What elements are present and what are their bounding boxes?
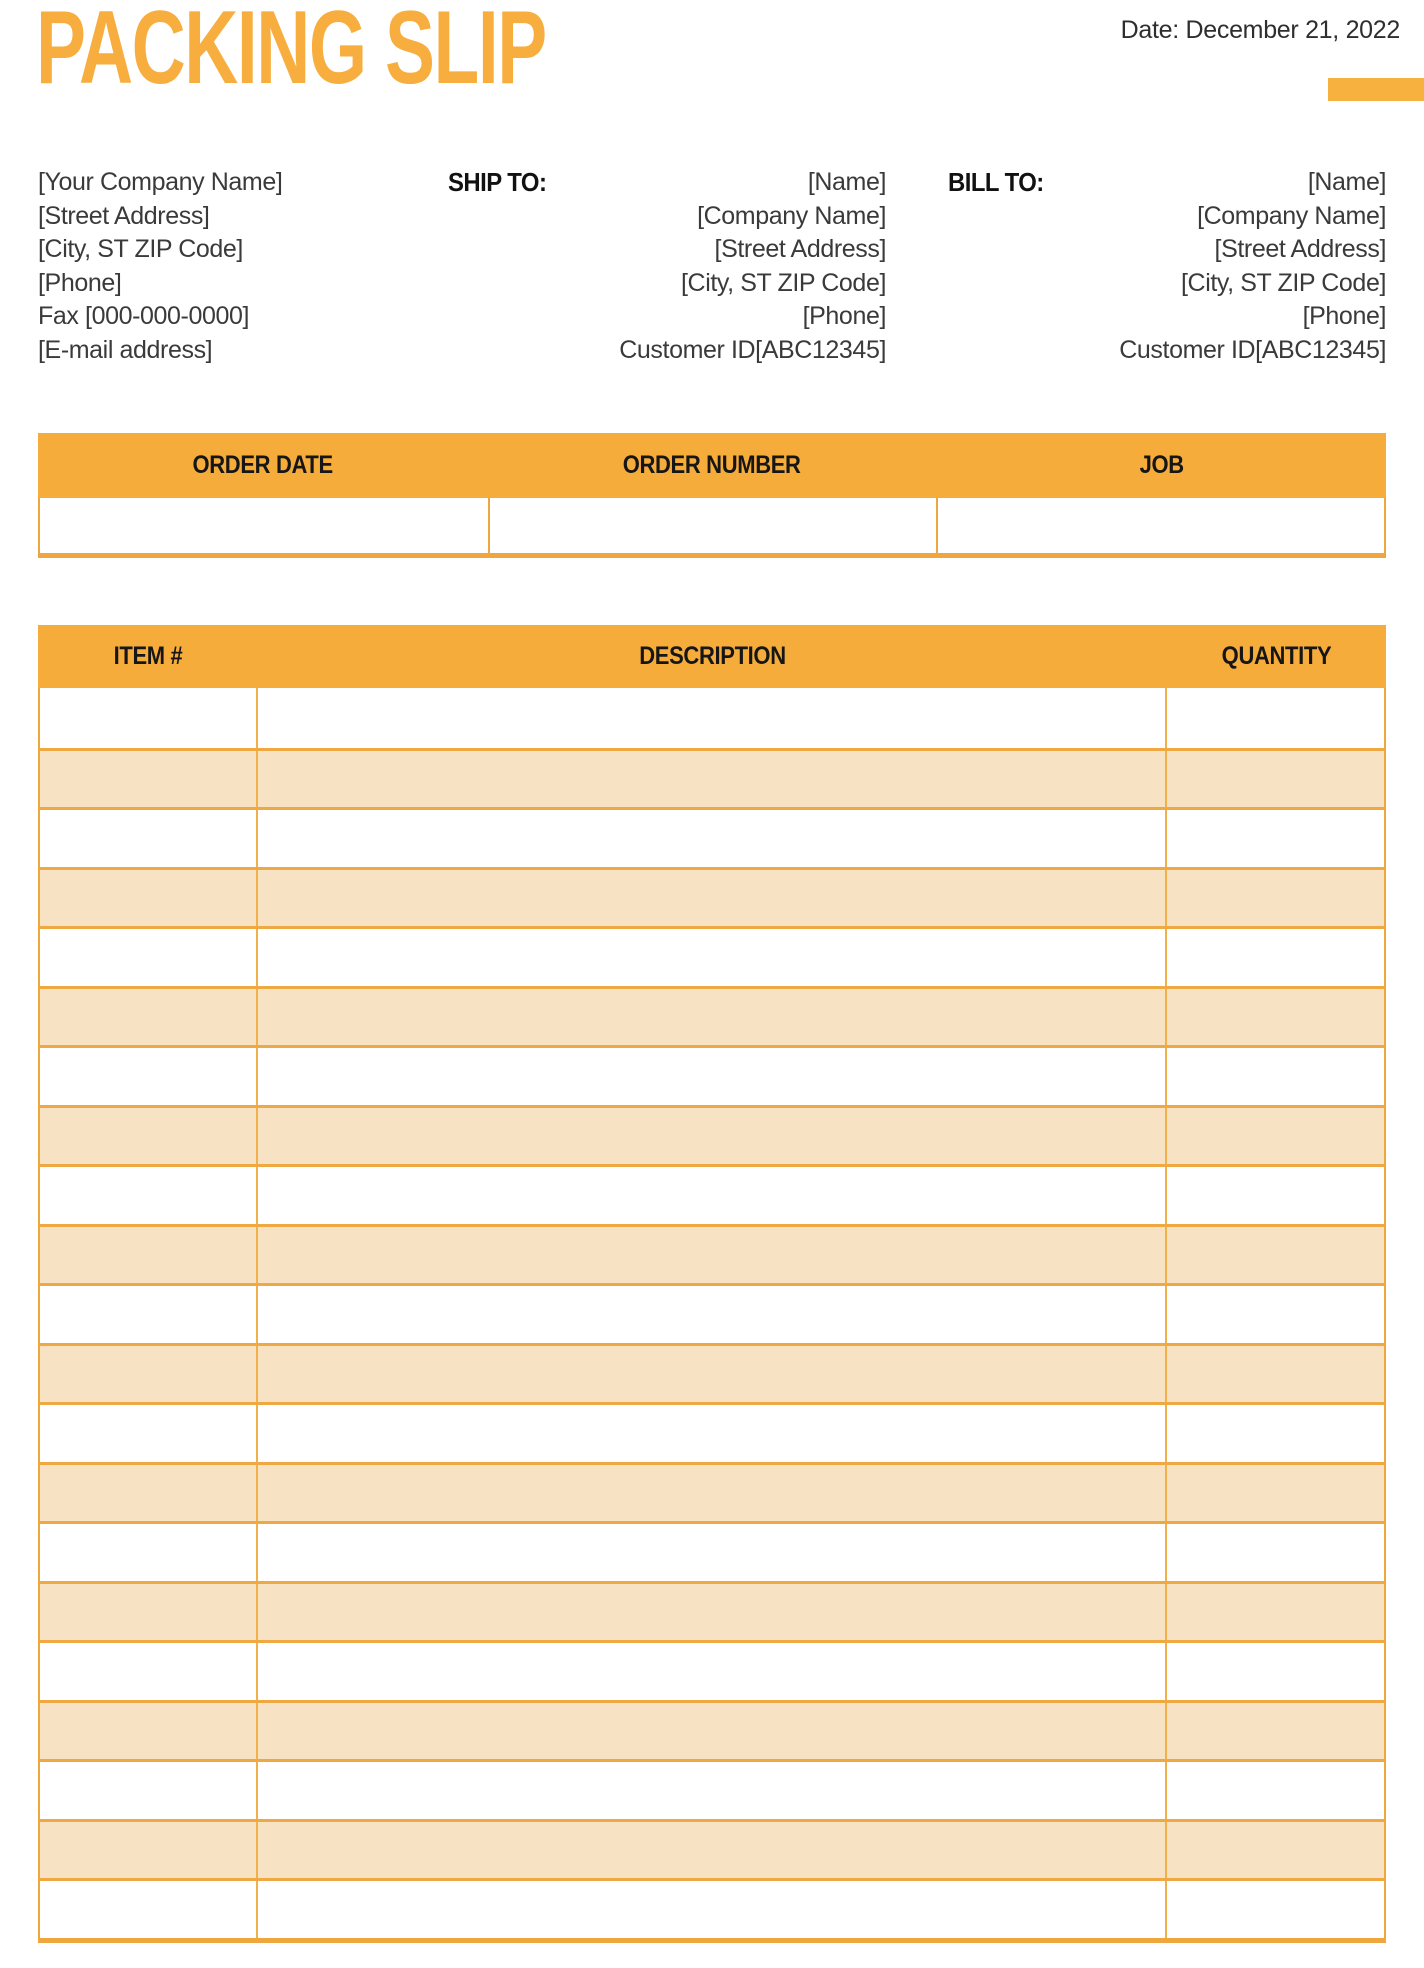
description-cell[interactable] bbox=[258, 1286, 1167, 1343]
table-row bbox=[40, 1759, 1384, 1819]
quantity-cell[interactable] bbox=[1167, 751, 1384, 808]
table-row bbox=[40, 1164, 1384, 1224]
quantity-cell[interactable] bbox=[1167, 1881, 1384, 1938]
bill-to-label: BILL TO: bbox=[948, 167, 1044, 197]
page-title: PACKING SLIP bbox=[36, 0, 546, 106]
description-cell[interactable] bbox=[258, 1048, 1167, 1105]
description-cell[interactable] bbox=[258, 1346, 1167, 1403]
item-number-cell[interactable] bbox=[40, 1227, 258, 1284]
table-row bbox=[40, 867, 1384, 927]
item-number-cell[interactable] bbox=[40, 1822, 258, 1879]
table-row bbox=[40, 1343, 1384, 1403]
job-cell[interactable] bbox=[936, 498, 1384, 553]
quantity-cell[interactable] bbox=[1167, 1405, 1384, 1462]
items-table-body bbox=[38, 688, 1386, 1943]
item-number-cell[interactable] bbox=[40, 1048, 258, 1105]
description-cell[interactable] bbox=[258, 1703, 1167, 1760]
table-row bbox=[40, 1462, 1384, 1522]
company-city-placeholder[interactable]: [City, ST ZIP Code] bbox=[38, 235, 243, 263]
table-row bbox=[40, 1283, 1384, 1343]
quantity-cell[interactable] bbox=[1167, 688, 1384, 748]
table-row bbox=[40, 1581, 1384, 1641]
item-number-cell[interactable] bbox=[40, 1643, 258, 1700]
item-number-cell[interactable] bbox=[40, 751, 258, 808]
bill-name-placeholder[interactable]: [Name] bbox=[1307, 168, 1386, 196]
address-section bbox=[0, 166, 1424, 371]
description-cell[interactable] bbox=[258, 1762, 1167, 1819]
description-cell[interactable] bbox=[258, 810, 1167, 867]
items-table-header-row bbox=[38, 625, 1386, 688]
item-number-cell[interactable] bbox=[40, 810, 258, 867]
company-info-block bbox=[38, 166, 378, 367]
ship-street-placeholder[interactable]: [Street Address] bbox=[714, 235, 886, 263]
bill-city-placeholder[interactable]: [City, ST ZIP Code] bbox=[1181, 268, 1386, 297]
table-row bbox=[40, 1700, 1384, 1760]
item-number-cell[interactable] bbox=[40, 1762, 258, 1819]
order-date-header: ORDER DATE bbox=[192, 451, 333, 479]
description-header: DESCRIPTION bbox=[639, 642, 786, 670]
quantity-cell[interactable] bbox=[1167, 1465, 1384, 1522]
table-row bbox=[40, 1640, 1384, 1700]
description-cell[interactable] bbox=[258, 1584, 1167, 1641]
company-phone-placeholder[interactable]: [Phone] bbox=[38, 268, 122, 297]
quantity-cell[interactable] bbox=[1167, 1048, 1384, 1105]
order-info-table bbox=[38, 433, 1386, 558]
quantity-cell[interactable] bbox=[1167, 1227, 1384, 1284]
description-cell[interactable] bbox=[258, 1167, 1167, 1224]
table-row bbox=[40, 926, 1384, 986]
quantity-cell[interactable] bbox=[1167, 1703, 1384, 1760]
quantity-cell[interactable] bbox=[1167, 1167, 1384, 1224]
table-row bbox=[40, 986, 1384, 1046]
item-number-cell[interactable] bbox=[40, 1167, 258, 1224]
ship-name-placeholder[interactable]: [Name] bbox=[807, 168, 886, 196]
table-row bbox=[40, 1402, 1384, 1462]
item-number-cell[interactable] bbox=[40, 1881, 258, 1938]
item-number-cell[interactable] bbox=[40, 1108, 258, 1165]
job-header: JOB bbox=[1139, 451, 1184, 479]
ship-to-label: SHIP TO: bbox=[448, 167, 547, 197]
ship-customer-id-placeholder[interactable]: Customer ID[ABC12345] bbox=[619, 335, 886, 364]
order-number-header: ORDER NUMBER bbox=[623, 451, 801, 479]
ship-phone-placeholder[interactable]: [Phone] bbox=[802, 302, 886, 330]
table-row bbox=[40, 688, 1384, 748]
item-number-cell[interactable] bbox=[40, 870, 258, 927]
quantity-cell[interactable] bbox=[1167, 1524, 1384, 1581]
bill-phone-placeholder[interactable]: [Phone] bbox=[1302, 302, 1386, 330]
item-number-cell[interactable] bbox=[40, 1286, 258, 1343]
description-cell[interactable] bbox=[258, 1405, 1167, 1462]
bill-company-placeholder[interactable]: [Company Name] bbox=[1197, 201, 1386, 230]
table-row bbox=[40, 807, 1384, 867]
description-cell[interactable] bbox=[258, 1465, 1167, 1522]
description-cell[interactable] bbox=[258, 1524, 1167, 1581]
item-number-cell[interactable] bbox=[40, 929, 258, 986]
order-number-cell[interactable] bbox=[488, 498, 936, 553]
table-row bbox=[40, 1224, 1384, 1284]
quantity-cell[interactable] bbox=[1167, 1762, 1384, 1819]
company-fax-placeholder[interactable]: Fax [000-000-0000] bbox=[38, 302, 250, 330]
order-table-header-row bbox=[38, 433, 1386, 498]
document-date: Date: December 21, 2022 bbox=[1120, 16, 1400, 44]
table-row bbox=[40, 1045, 1384, 1105]
quantity-cell[interactable] bbox=[1167, 1108, 1384, 1165]
bill-customer-id-placeholder[interactable]: Customer ID[ABC12345] bbox=[1119, 335, 1386, 364]
bill-street-placeholder[interactable]: [Street Address] bbox=[1214, 235, 1386, 263]
item-number-header: ITEM # bbox=[113, 642, 183, 670]
item-number-cell[interactable] bbox=[40, 1524, 258, 1581]
item-number-cell[interactable] bbox=[40, 1346, 258, 1403]
table-row bbox=[40, 1105, 1384, 1165]
description-cell[interactable] bbox=[258, 989, 1167, 1046]
quantity-cell[interactable] bbox=[1167, 1346, 1384, 1403]
quantity-cell[interactable] bbox=[1167, 1822, 1384, 1879]
line-items-table bbox=[38, 625, 1386, 1943]
item-number-cell[interactable] bbox=[40, 1703, 258, 1760]
quantity-header: QUANTITY bbox=[1221, 642, 1332, 670]
quantity-cell[interactable] bbox=[1167, 989, 1384, 1046]
company-street-placeholder[interactable]: [Street Address] bbox=[38, 201, 210, 230]
company-name-placeholder[interactable]: [Your Company Name] bbox=[38, 168, 283, 196]
item-number-cell[interactable] bbox=[40, 1584, 258, 1641]
quantity-cell[interactable] bbox=[1167, 929, 1384, 986]
description-cell[interactable] bbox=[258, 688, 1167, 748]
table-row bbox=[40, 1878, 1384, 1938]
description-cell[interactable] bbox=[258, 1881, 1167, 1938]
quantity-cell[interactable] bbox=[1167, 1286, 1384, 1343]
description-cell[interactable] bbox=[258, 1108, 1167, 1165]
company-email-placeholder[interactable]: [E-mail address] bbox=[38, 335, 213, 364]
quantity-cell[interactable] bbox=[1167, 810, 1384, 867]
order-date-cell[interactable] bbox=[40, 498, 488, 553]
quantity-cell[interactable] bbox=[1167, 1643, 1384, 1700]
ship-to-block bbox=[448, 166, 886, 367]
order-table-body-row bbox=[38, 498, 1386, 558]
bill-to-block bbox=[948, 166, 1386, 367]
table-row bbox=[40, 1521, 1384, 1581]
description-cell[interactable] bbox=[258, 929, 1167, 986]
description-cell[interactable] bbox=[258, 751, 1167, 808]
description-cell[interactable] bbox=[258, 1227, 1167, 1284]
item-number-cell[interactable] bbox=[40, 688, 258, 748]
ship-city-placeholder[interactable]: [City, ST ZIP Code] bbox=[681, 268, 886, 297]
quantity-cell[interactable] bbox=[1167, 870, 1384, 927]
description-cell[interactable] bbox=[258, 1822, 1167, 1879]
table-row bbox=[40, 748, 1384, 808]
accent-bar bbox=[1328, 78, 1424, 101]
table-row bbox=[40, 1819, 1384, 1879]
ship-company-placeholder[interactable]: [Company Name] bbox=[697, 201, 886, 230]
item-number-cell[interactable] bbox=[40, 989, 258, 1046]
description-cell[interactable] bbox=[258, 870, 1167, 927]
item-number-cell[interactable] bbox=[40, 1405, 258, 1462]
description-cell[interactable] bbox=[258, 1643, 1167, 1700]
quantity-cell[interactable] bbox=[1167, 1584, 1384, 1641]
item-number-cell[interactable] bbox=[40, 1465, 258, 1522]
